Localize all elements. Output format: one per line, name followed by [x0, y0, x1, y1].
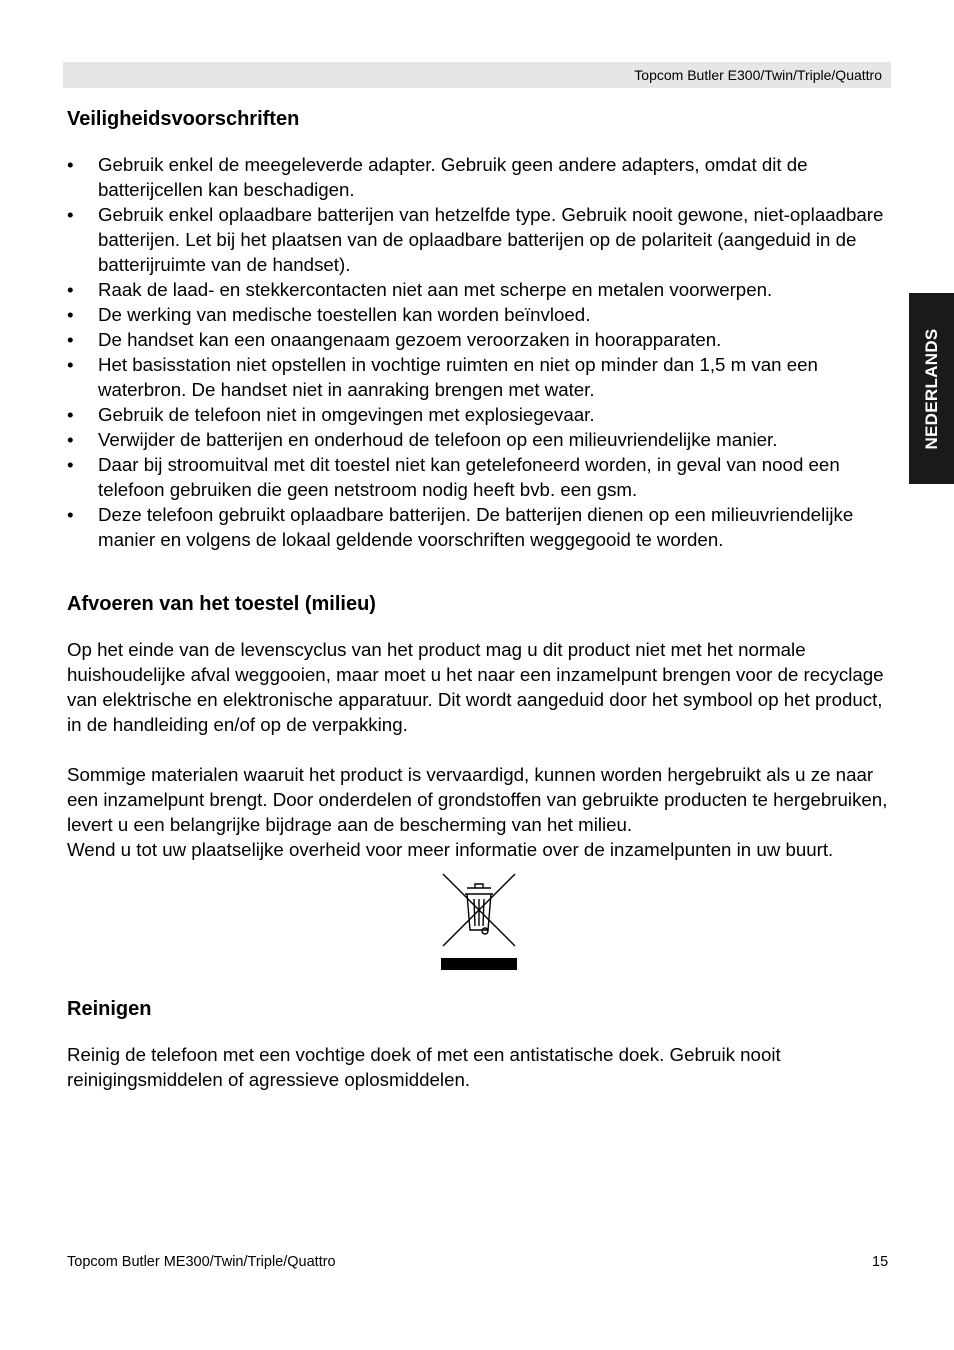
language-tab: [909, 293, 954, 484]
list-item: [67, 402, 895, 427]
bullet-icon: •: [67, 204, 74, 225]
disposal-paragraph-2: Sommige materialen waaruit het product is vervaardigd, kunnen worden hergebruikt als u ze naar een inzamelpunt brengt. Door onderdelen of grondstoffen van gebruikte producten te hergebruiken, levert u een belangrijke bijdrage aan de bescherming van het milieu.: [67, 764, 888, 835]
bullet-icon: •: [67, 454, 74, 475]
language-tab-label: NEDERLANDS: [921, 327, 941, 450]
list-item-text: Raak de laad- en stekkercontacten niet aan met scherpe en metalen voorwerpen.: [98, 279, 773, 300]
list-item-text: Gebruik enkel de meegeleverde adapter. Gebruik geen andere adapters, omdat dit de batterijcellen kan beschadigen.: [98, 154, 808, 200]
safety-list: [67, 152, 895, 552]
list-item-text: Het basisstation niet opstellen in vochtige ruimten en niet op minder dan 1,5 m van een waterbron. De handset niet in aanraking brengen met water.: [98, 354, 818, 400]
cleaning-paragraph: Reinig de telefoon met een vochtige doek of met een antistatische doek. Gebruik nooit reinigingsmiddelen of agressieve oplosmiddelen.: [67, 1044, 781, 1090]
list-item: [67, 202, 895, 277]
bullet-icon: •: [67, 304, 74, 325]
page-content: [67, 104, 895, 1092]
list-item: [67, 152, 895, 202]
bullet-icon: •: [67, 504, 74, 525]
list-item-text: Gebruik de telefoon niet in omgevingen met explosiegevaar.: [98, 404, 595, 425]
bullet-icon: •: [67, 329, 74, 350]
crossed-out-wheelie-bin-icon: [441, 872, 517, 970]
list-item: [67, 277, 895, 302]
bullet-icon: •: [67, 279, 74, 300]
footer-product-name: Topcom Butler ME300/Twin/Triple/Quattro: [67, 1254, 336, 1270]
list-item: [67, 427, 895, 452]
list-item-text: De werking van medische toestellen kan worden beïnvloed.: [98, 304, 591, 325]
list-item-text: De handset kan een onaangenaam gezoem veroorzaken in hoorapparaten.: [98, 329, 722, 350]
list-item: [67, 327, 895, 352]
page-number: 15: [872, 1254, 889, 1270]
bullet-icon: •: [67, 404, 74, 425]
bullet-icon: •: [67, 354, 74, 375]
list-item-text: Gebruik enkel oplaadbare batterijen van hetzelfde type. Gebruik nooit gewone, niet-oplaadbare batterijen. Let bij het plaatsen van de oplaadbare batterijen op de polariteit (aangeduid in de batterijruimte van de handset).: [98, 204, 884, 275]
disposal-paragraph-1: Op het einde van de levenscyclus van het product mag u dit product niet met het normale huishoudelijke afval weggooien, maar moet u het naar een inzamelpunt brengen voor de recyclage van elektrische en elektronische apparatuur. Dit wordt aangeduid door het symbool op het product, in de handleiding en/of op de verpakking.: [67, 639, 884, 735]
list-item: [67, 502, 895, 552]
list-item-text: Verwijder de batterijen en onderhoud de telefoon op een milieuvriendelijke manier.: [98, 429, 778, 450]
list-item-text: Deze telefoon gebruikt oplaadbare batterijen. De batterijen dienen op een milieuvriendelijke manier en volgens de lokaal geldende voorschriften weggegooid te worden.: [98, 504, 854, 550]
list-item: [67, 302, 895, 327]
section-title-safety: Veiligheidsvoorschriften: [67, 108, 300, 130]
list-item: [67, 452, 895, 502]
section-title-cleaning: Reinigen: [67, 998, 152, 1020]
bullet-icon: •: [67, 429, 74, 450]
list-item-text: Daar bij stroomuitval met dit toestel niet kan getelefoneerd worden, in geval van nood een telefoon gebruiken die geen netstroom nodig heeft bvb. een gsm.: [98, 454, 840, 500]
list-item: [67, 352, 895, 402]
header-bar: [63, 62, 891, 88]
section-title-disposal: Afvoeren van het toestel (milieu): [67, 593, 376, 615]
bullet-icon: •: [67, 154, 74, 175]
disposal-paragraph-3: Wend u tot uw plaatselijke overheid voor meer informatie over de inzamelpunten in uw buurt.: [67, 839, 834, 860]
header-title: Topcom Butler E300/Twin/Triple/Quattro: [634, 67, 882, 83]
